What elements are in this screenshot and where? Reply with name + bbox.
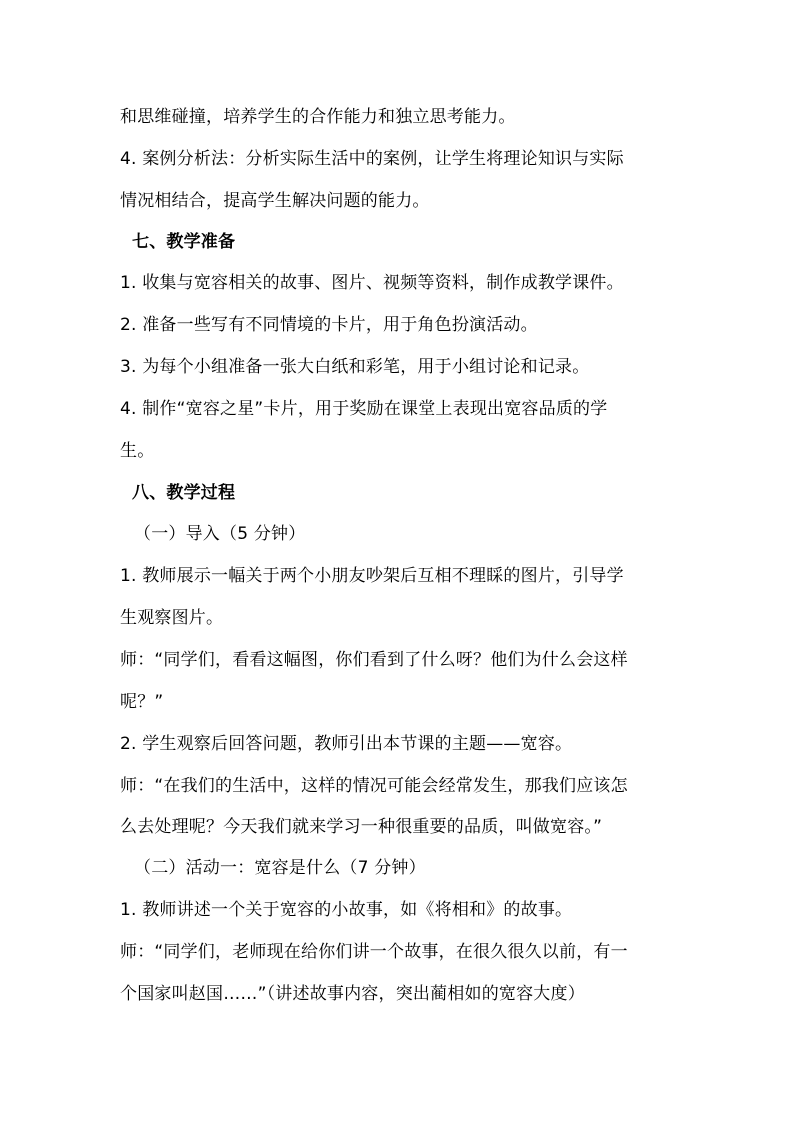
list-item: 3. 为每个小组准备一张大白纸和彩笔，用于小组讨论和记录。 xyxy=(120,357,590,377)
list-item: 2. 准备一些写有不同情境的卡片，用于角色扮演活动。 xyxy=(120,315,538,335)
section-heading: 八、教学过程 xyxy=(132,483,236,503)
paragraph-line: 生。 xyxy=(120,441,155,461)
section-heading: 七、教学准备 xyxy=(132,232,236,252)
paragraph-line: 和思维碰撞，培养学生的合作能力和独立思考能力。 xyxy=(120,107,516,127)
dialogue-line: 师：“在我们的生活中，这样的情况可能会经常发生，那我们应该怎 xyxy=(120,776,628,796)
list-item: 1. 教师展示一幅关于两个小朋友吵架后互相不理睬的图片，引导学 xyxy=(120,566,624,586)
list-item: 1. 教师讲述一个关于宽容的小故事，如《将相和》的故事。 xyxy=(120,900,573,920)
dialogue-line: 么去处理呢？今天我们就来学习一种很重要的品质，叫做宽容。” xyxy=(120,817,603,837)
dialogue-line: 呢？” xyxy=(120,692,164,712)
dialogue-line: 师：“同学们，看看这幅图，你们看到了什么呀？他们为什么会这样 xyxy=(120,650,628,670)
subsection-heading: （二）活动一：宽容是什么（7 分钟） xyxy=(134,858,426,878)
list-item: 4. 案例分析法：分析实际生活中的案例，让学生将理论知识与实际 xyxy=(120,149,624,169)
paragraph-line: 生观察图片。 xyxy=(120,608,224,628)
dialogue-line: 个国家叫赵国……”（讲述故事内容，突出蔺相如的宽容大度） xyxy=(120,984,585,1004)
paragraph-line: 情况相结合，提高学生解决问题的能力。 xyxy=(120,191,430,211)
dialogue-line: 师：“同学们，老师现在给你们讲一个故事，在很久很久以前，有一 xyxy=(120,942,628,962)
list-item: 2. 学生观察后回答问题，教师引出本节课的主题——宽容。 xyxy=(120,734,573,754)
subsection-heading: （一）导入（5 分钟） xyxy=(134,524,306,544)
list-item: 4. 制作“宽容之星”卡片，用于奖励在课堂上表现出宽容品质的学 xyxy=(120,399,608,419)
list-item: 1. 收集与宽容相关的故事、图片、视频等资料，制作成教学课件。 xyxy=(120,273,624,293)
